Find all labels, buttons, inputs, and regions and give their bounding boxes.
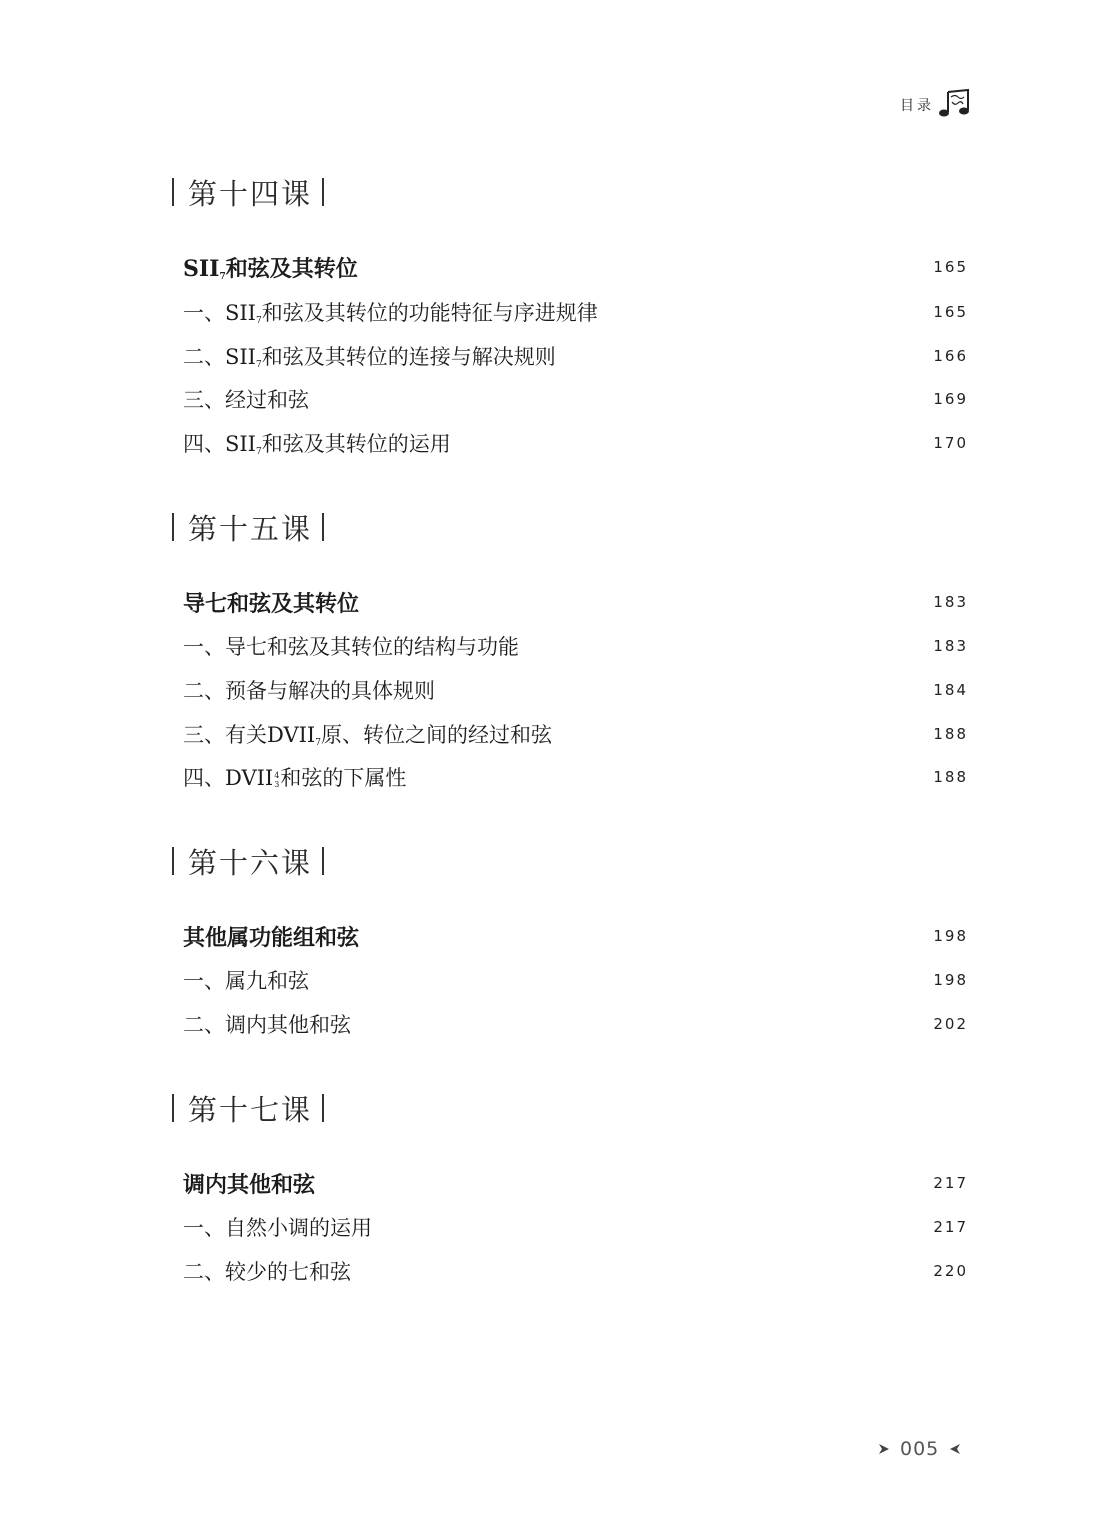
toc-entry-title: 导七和弦及其转位	[183, 590, 360, 617]
toc-entry-title: 二、预备与解决的具体规则	[183, 679, 435, 703]
toc-entry[interactable]	[183, 427, 968, 459]
toc-page-number: 217	[933, 1174, 968, 1192]
lesson-heading: 第十五课	[172, 507, 324, 547]
toc-entry-main[interactable]	[183, 920, 968, 952]
toc-entry[interactable]	[183, 630, 968, 662]
lesson-heading: 第十四课	[172, 172, 324, 212]
toc-page-number: 165	[933, 303, 968, 321]
toc-entry[interactable]	[183, 761, 968, 793]
arrow-right-icon	[878, 1443, 890, 1455]
toc-page-number: 220	[933, 1262, 968, 1280]
toc-entry-title: 一、导七和弦及其转位的结构与功能	[183, 635, 519, 659]
toc-entry[interactable]	[183, 718, 968, 750]
toc-entry-title: 三、经过和弦	[183, 388, 309, 412]
toc-entry[interactable]	[183, 296, 968, 328]
toc-entry-title: 调内其他和弦	[183, 1171, 316, 1198]
toc-page-number: 170	[933, 434, 968, 452]
toc-page-number: 198	[933, 971, 968, 989]
toc-entry[interactable]	[183, 1211, 968, 1243]
toc-page-number: 183	[933, 593, 968, 611]
toc-entry-title: 四、DVII 4 3 和弦的下属性	[183, 766, 407, 790]
toc-entry-title: 一、属九和弦	[183, 969, 309, 993]
toc-page-number: 183	[933, 637, 968, 655]
music-note-icon	[938, 88, 972, 118]
toc-entry-title: 二、调内其他和弦	[183, 1013, 351, 1037]
running-header-label: 目录	[900, 98, 934, 114]
toc-entry-title: 其他属功能组和弦	[183, 924, 360, 951]
toc-entry-title: 二、SII7和弦及其转位的连接与解决规则	[183, 345, 556, 370]
toc-entry-title: 四、SII7和弦及其转位的运用	[183, 432, 451, 457]
toc-entry-main[interactable]	[183, 586, 968, 618]
toc-entry[interactable]	[183, 674, 968, 706]
toc-page-number: 202	[933, 1015, 968, 1033]
toc-page-number: 169	[933, 390, 968, 408]
toc-page-number: 198	[933, 927, 968, 945]
toc-page-number: 188	[933, 768, 968, 786]
lesson-heading: 第十七课	[172, 1088, 324, 1128]
arrow-left-icon	[949, 1443, 961, 1455]
toc-entry[interactable]	[183, 340, 968, 372]
toc-entry[interactable]	[183, 1255, 968, 1287]
toc-page-number: 184	[933, 681, 968, 699]
page-number: 005	[900, 1438, 940, 1460]
toc-page-number: 188	[933, 725, 968, 743]
page-footer	[878, 1436, 961, 1462]
toc-entry-title: SII7和弦及其转位	[183, 255, 358, 282]
toc-entry-main[interactable]	[183, 251, 968, 283]
toc-page-number: 165	[933, 258, 968, 276]
lesson-heading: 第十六课	[172, 841, 324, 881]
toc-page-number: 217	[933, 1218, 968, 1236]
toc-entry-main[interactable]	[183, 1167, 968, 1199]
toc-entry-title: 一、SII7和弦及其转位的功能特征与序进规律	[183, 301, 598, 326]
toc-entry[interactable]	[183, 383, 968, 415]
toc-entry-title: 一、自然小调的运用	[183, 1216, 372, 1240]
toc-entry-title: 二、较少的七和弦	[183, 1260, 351, 1284]
toc-page-number: 166	[933, 347, 968, 365]
toc-entry-title: 三、有关DVII7原、转位之间的经过和弦	[183, 723, 552, 748]
toc-entry[interactable]	[183, 964, 968, 996]
toc-entry[interactable]	[183, 1008, 968, 1040]
